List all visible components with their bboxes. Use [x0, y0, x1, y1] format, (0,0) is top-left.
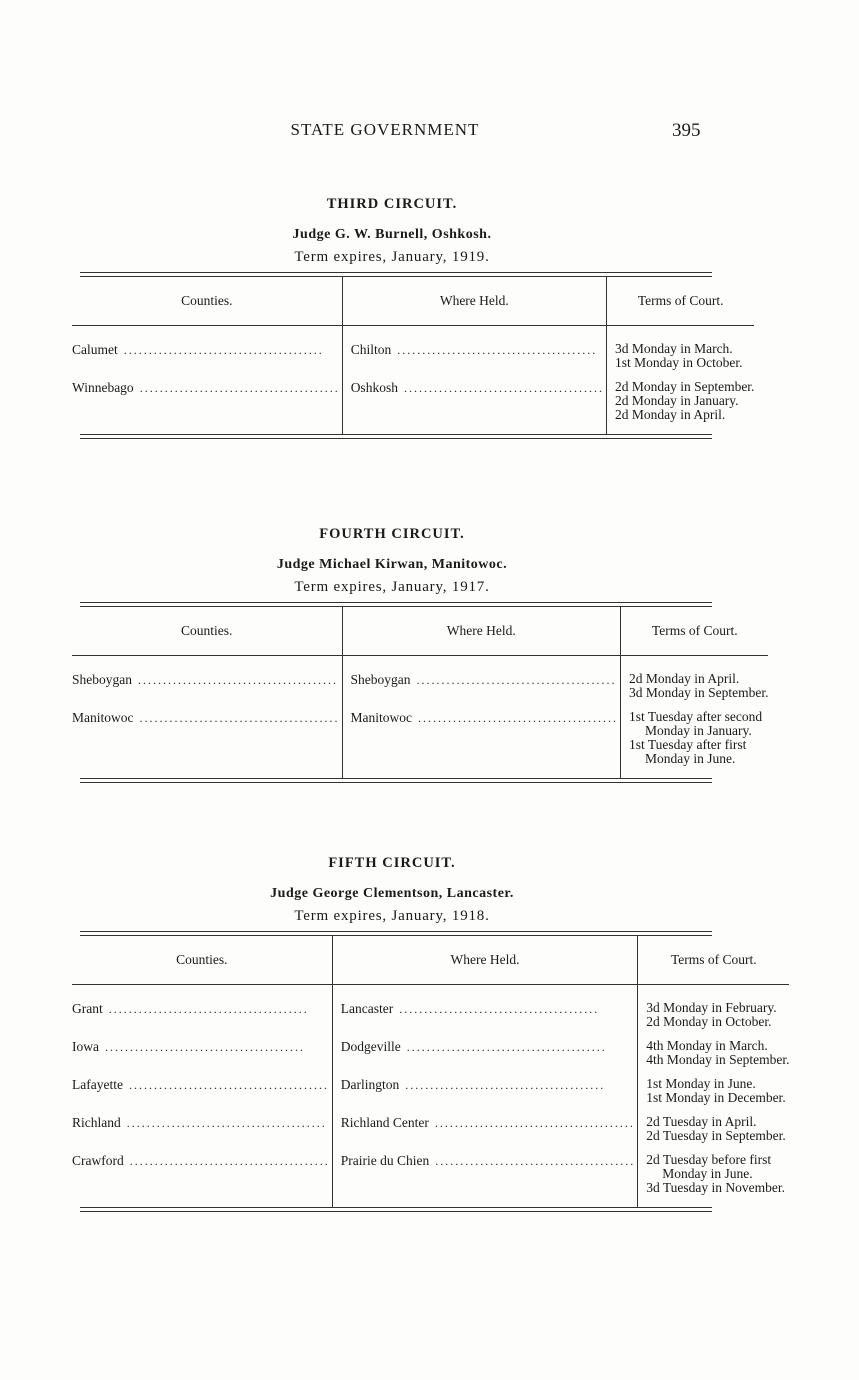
- dot-leader: ........................................: [397, 343, 598, 357]
- court-place: Prairie du Chien: [340, 1153, 430, 1168]
- term-line: 1st Monday in October.: [614, 355, 743, 370]
- court-terms: [638, 1115, 789, 1143]
- court-terms: [607, 342, 754, 370]
- table-row: [72, 656, 768, 711]
- dot-leader: ........................................: [123, 343, 324, 357]
- where-held-header: Where Held.: [342, 607, 621, 656]
- term-line: 4th Monday in September.: [646, 1052, 790, 1067]
- dot-leader: ........................................: [406, 1040, 607, 1054]
- term-line: 1st Monday in December.: [646, 1090, 786, 1105]
- court-place: Richland Center: [340, 1115, 429, 1130]
- fifth-circuit-section: [72, 855, 790, 1212]
- term-line: 3d Tuesday in November.: [646, 1180, 785, 1195]
- table-row: [72, 1115, 789, 1153]
- dot-leader: ........................................: [399, 1002, 600, 1016]
- county-name: Grant: [72, 1001, 103, 1016]
- county-name: Iowa: [72, 1039, 99, 1054]
- dot-leader: ........................................: [435, 1154, 636, 1168]
- table-row: [72, 326, 754, 381]
- dot-leader: ........................................: [403, 381, 604, 395]
- terms-of-court-table: [72, 277, 754, 434]
- counties-header: Counties.: [72, 607, 342, 656]
- dot-leader: ........................................: [108, 1002, 309, 1016]
- dot-leader: ........................................: [126, 1116, 327, 1130]
- court-place: Sheboygan: [350, 672, 411, 687]
- term-line: 2d Monday in September.: [614, 379, 755, 394]
- dot-leader: ........................................: [138, 673, 338, 687]
- circuit-title: THIRD CIRCUIT.: [326, 196, 458, 212]
- circuit-term: Term expires, January, 1917.: [294, 579, 490, 595]
- counties-header: Counties.: [72, 277, 342, 326]
- circuit-title: FOURTH CIRCUIT.: [319, 526, 465, 542]
- court-terms: [621, 710, 768, 766]
- counties-header: Counties.: [72, 936, 332, 985]
- table-row: [72, 710, 768, 778]
- dot-leader: ........................................: [418, 711, 618, 725]
- court-terms: [607, 380, 754, 422]
- term-line: Monday in June.: [662, 1166, 753, 1181]
- term-line: 1st Tuesday after first: [629, 737, 747, 752]
- term-line: 2d Monday in January.: [614, 393, 739, 408]
- circuit-term: Term expires, January, 1918.: [294, 908, 490, 924]
- circuit-term: Term expires, January, 1919.: [294, 249, 490, 265]
- term-line: 2d Tuesday in September.: [646, 1128, 786, 1143]
- page-header-title: STATE GOVERNMENT: [290, 120, 480, 139]
- dot-leader: ........................................: [129, 1154, 330, 1168]
- term-line: 3d Monday in March.: [614, 341, 733, 356]
- court-place: Lancaster: [340, 1001, 394, 1016]
- county-name: Sheboygan: [72, 672, 132, 687]
- dot-leader: ........................................: [105, 1040, 305, 1054]
- court-terms: [638, 1153, 789, 1195]
- circuit-judge: Judge Michael Kirwan, Manitowoc.: [276, 557, 508, 572]
- court-place: Manitowoc: [350, 710, 412, 725]
- county-name: Richland: [72, 1115, 121, 1130]
- dot-leader: ........................................: [128, 1078, 329, 1092]
- term-line: 2d Tuesday in April.: [646, 1114, 757, 1129]
- term-line: 1st Tuesday after second: [629, 709, 763, 724]
- term-line: 4th Monday in March.: [646, 1038, 768, 1053]
- term-line: 2d Monday in October.: [646, 1014, 772, 1029]
- term-line: Monday in January.: [645, 723, 752, 738]
- term-line: 2d Monday in April.: [629, 671, 740, 686]
- county-name: Crawford: [72, 1153, 124, 1168]
- term-line: 1st Monday in June.: [646, 1076, 756, 1091]
- court-place: Dodgeville: [340, 1039, 401, 1054]
- terms-of-court-table: [72, 936, 789, 1207]
- court-place: Oshkosh: [350, 380, 398, 395]
- term-line: 2d Monday in April.: [614, 407, 726, 422]
- court-place: Chilton: [350, 342, 392, 357]
- court-terms: [621, 672, 768, 700]
- third-circuit-section: [72, 196, 755, 439]
- circuit-judge: Judge G. W. Burnell, Oshkosh.: [292, 227, 492, 242]
- dot-leader: ........................................: [434, 1116, 635, 1130]
- terms-header: Terms of Court.: [606, 277, 754, 326]
- table-row: [72, 1077, 789, 1115]
- county-name: Lafayette: [72, 1077, 123, 1092]
- court-terms: [638, 1001, 789, 1029]
- dot-leader: ........................................: [416, 673, 617, 687]
- court-place: Darlington: [340, 1077, 400, 1092]
- term-line: 3d Monday in February.: [646, 1000, 777, 1015]
- terms-header: Terms of Court.: [638, 936, 790, 985]
- double-rule: [80, 1207, 712, 1212]
- dot-leader: ........................................: [139, 381, 340, 395]
- page-number: 395: [672, 120, 701, 141]
- court-terms: [638, 1077, 789, 1105]
- table-row: [72, 985, 789, 1040]
- circuit-title: FIFTH CIRCUIT.: [328, 855, 456, 871]
- table-row: [72, 380, 754, 434]
- table-row: [72, 1039, 789, 1077]
- county-name: Calumet: [72, 342, 118, 357]
- dot-leader: ........................................: [139, 711, 340, 725]
- terms-header: Terms of Court.: [621, 607, 769, 656]
- circuit-judge: Judge George Clementson, Lancaster.: [270, 886, 514, 901]
- county-name: Manitowoc: [72, 710, 134, 725]
- double-rule: [80, 434, 712, 439]
- table-row: [72, 1153, 789, 1207]
- double-rule: [80, 778, 712, 783]
- where-held-header: Where Held.: [342, 277, 606, 326]
- dot-leader: ........................................: [405, 1078, 606, 1092]
- terms-of-court-table: [72, 607, 768, 778]
- where-held-header: Where Held.: [332, 936, 637, 985]
- term-line: 2d Tuesday before first: [646, 1152, 772, 1167]
- county-name: Winnebago: [72, 380, 134, 395]
- term-line: 3d Monday in September.: [629, 685, 769, 700]
- court-terms: [638, 1039, 789, 1067]
- term-line: Monday in June.: [645, 751, 736, 766]
- fourth-circuit-section: [72, 526, 769, 783]
